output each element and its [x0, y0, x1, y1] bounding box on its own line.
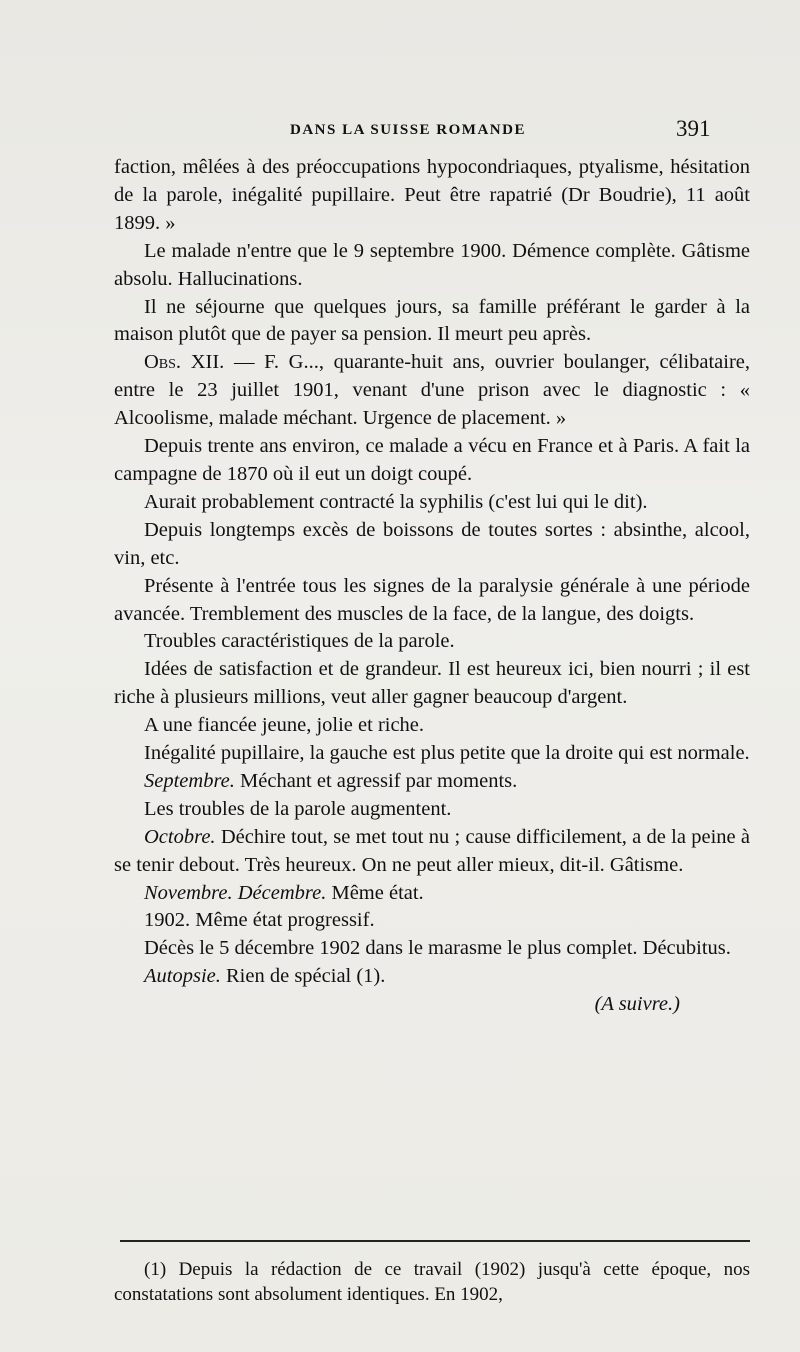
body-text	[114, 154, 750, 1019]
paragraph-text: Même état.	[326, 881, 424, 904]
dated-paragraph	[114, 880, 750, 908]
paragraph: Décès le 5 décembre 1902 dans le marasme le plus complet. Décubitus.	[144, 937, 731, 960]
paragraph: Aurait probablement contracté la syphilis (c'est lui qui le dit).	[144, 490, 648, 513]
month-label: Octobre.	[144, 825, 216, 848]
page-number: 391	[676, 116, 711, 141]
autopsy-label: Autopsie.	[144, 965, 221, 988]
page-header	[0, 118, 800, 148]
paragraph: Depuis longtemps excès de boissons de toutes sortes : absinthe, alcool, vin, etc.	[114, 518, 750, 569]
paragraph: A une fiancée jeune, jolie et riche.	[144, 714, 425, 737]
paragraph: Depuis trente ans environ, ce malade a vécu en France et à Paris. A fait la campagne de 1870 où il eut un doigt coupé.	[114, 435, 750, 485]
footnote-rule	[120, 1240, 750, 1242]
month-label: Septembre.	[144, 769, 235, 792]
observation-text: — F. G..., quarante-huit ans, ouvrier boulanger, célibataire, entre le 23 juillet 1901, venant d'une prison avec le diagnostic : « Alcoolisme, malade méchant. Urgence de placement. »	[114, 351, 750, 430]
paragraph: 1902. Même état progressif.	[144, 909, 375, 932]
paragraph-text: Rien de spécial (1).	[220, 965, 386, 988]
running-title: DANS LA SUISSE ROMANDE	[290, 122, 526, 138]
paragraph: faction, mêlées à des préoccupations hypocondriaques, ptyalisme, hésitation de la parole, inégalité pupillaire. Peut être rapatrié (Dr Boudrie), 11 août 1899. »	[114, 156, 750, 234]
dated-paragraph	[114, 768, 750, 796]
paragraph: Il ne séjourne que quelques jours, sa famille préférant le garder à la maison plutôt que de payer sa pension. Il meurt peu après.	[114, 295, 750, 346]
footnote-text: (1) Depuis la rédaction de ce travail (1902) jusqu'à cette époque, nos constatations sont absolument identiques. En 1902,	[114, 1259, 750, 1305]
to-be-continued: (A suivre.)	[594, 993, 680, 1016]
month-label: Novembre. Décembre.	[144, 881, 327, 904]
paragraph-text: Déchire tout, se met tout nu ; cause difficilement, a de la peine à se tenir debout. Très heureux. On ne peut aller mieux, dit-il. Gâtisme.	[114, 825, 750, 876]
observation-heading-paragraph	[114, 349, 750, 433]
dated-paragraph	[114, 824, 750, 880]
autopsy-paragraph	[114, 963, 750, 991]
paragraph: Inégalité pupillaire, la gauche est plus petite que la droite qui est normale.	[144, 742, 750, 765]
paragraph: Présente à l'entrée tous les signes de la paralysie générale à une période avancée. Tremblement des muscles de la face, de la langue, des doigts.	[114, 574, 750, 625]
paragraph: Les troubles de la parole augmentent.	[144, 797, 452, 820]
footnote	[114, 1257, 750, 1307]
observation-label: Obs. XII.	[144, 351, 225, 374]
paragraph: Troubles caractéristiques de la parole.	[144, 630, 455, 653]
paragraph: Le malade n'entre que le 9 septembre 1900. Démence complète. Gâtisme absolu. Hallucinations.	[114, 239, 750, 290]
paragraph-text: Méchant et agressif par moments.	[234, 769, 518, 792]
paragraph: Idées de satisfaction et de grandeur. Il est heureux ici, bien nourri ; il est riche à plusieurs millions, veut aller gagner beaucoup d'argent.	[114, 658, 750, 709]
